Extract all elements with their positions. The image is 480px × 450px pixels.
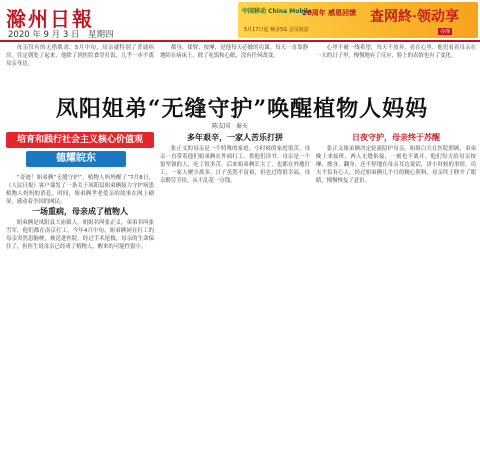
paragraph: 心里不被一线希望，每天不放弃，看在心里。他们看着母亲在一天的日子里，慢慢地有了反应，脸上的表情也有了变化。 bbox=[316, 45, 476, 59]
top-middle-column bbox=[160, 44, 308, 92]
article-author: 陈友国 秦天 bbox=[212, 123, 249, 130]
masthead bbox=[0, 0, 480, 42]
article-headline: 凤阳姐弟“无缝守护”唤醒植物人妈妈 bbox=[55, 96, 429, 122]
article-column-1 bbox=[6, 174, 154, 442]
column-banner bbox=[6, 132, 154, 170]
newspaper-title: 滁州日報 bbox=[6, 7, 94, 31]
ad-badge[interactable]: 办理 bbox=[440, 29, 451, 35]
article-column-3 bbox=[316, 132, 476, 442]
ad-headline: 查网終·领动享 bbox=[370, 9, 459, 25]
banner-slogan: 培育和践行社会主义核心价值观 bbox=[6, 132, 154, 148]
top-left-column bbox=[6, 44, 154, 82]
banner-title: 德耀皖东 bbox=[26, 151, 126, 167]
section-heading: 多年艰辛，一家人苦乐打拼 bbox=[187, 133, 283, 142]
paragraph: 都身、揉臂、按摩，是他每天必做的功课。每天一直靠静地陪在病床上，除了吃饭和心眠，没有任何改变。 bbox=[160, 45, 308, 59]
advertisement-banner[interactable] bbox=[238, 2, 478, 38]
top-right-column bbox=[316, 44, 476, 92]
paragraph: 张正义姐弟俩决定轮流陪护母亲。姐姐白天在医院照顾，弟弟晚上来接班，两人无缝衔接，一刻也不离开。他们每天给母亲按摩、擦身、翻身，还不停地在母亲耳边说话，讲小时候的事情。功夫不负有心人，经过姐弟俩几个月的精心照料，母亲终于睁开了眼睛，慢慢恢复了意识。 bbox=[316, 146, 476, 184]
ad-brand: 中国移动 China Mobile bbox=[242, 8, 312, 15]
intro-paragraph: “奇迹！姐弟俩“无缝守护”，植物人妈妈醒了”7月8日，《人民日报》客户端发了一条关于凤阳县姐弟俩接力守护病患植物人妈妈的消息。时间，姐弟俩孝老爱亲的故事在网上刷屏，感动着全国的网民。 bbox=[6, 175, 154, 205]
issue-date: 2020 年 9 月 3 日 星期四 bbox=[8, 30, 114, 40]
ad-anniversary: 20周年 感恩回馈 bbox=[302, 9, 357, 17]
paragraph: 母亲仅有的无措肌余。5月中旬，母亲就特别了普通病房。住定朝处了起来，他除了到医院食堂打饭，几乎一步不离母亲身边。 bbox=[6, 45, 154, 67]
section-heading: 一场重病，母亲成了植物人 bbox=[32, 207, 128, 216]
paragraph: 张正义的母亲是一个特殊的家庭。小时候的家庭很苦，母亲一直带着他们姐弟俩在外面打工，供他们读书。母亲是一个很坚强的人，吃了很多苦。后来姐弟俩长大了，也都在外地打工，一家人聚少离多，日子虽然不富裕，但也过得很幸福。母亲勤劳节俭，从不乱花一分钱。 bbox=[160, 146, 310, 184]
ad-subtext: 5月17日起 畅享5G 会员权益 bbox=[244, 27, 309, 33]
article-column-2 bbox=[160, 132, 310, 442]
paragraph: 姐弟俩是凤阳县大庙镇人，姐姐名叫张正义，弟弟名叫张雪军。他们都在南京打工。今年4月中旬，姐弟俩同在打工的母亲突然患脑梗，被送进医院。经过手术抢救，母亲的生命保住了，但医生说母亲已经成了植物人，醒来的可能性很小。 bbox=[6, 220, 154, 250]
section-heading: 日夜守护，母亲终于苏醒 bbox=[352, 133, 440, 142]
